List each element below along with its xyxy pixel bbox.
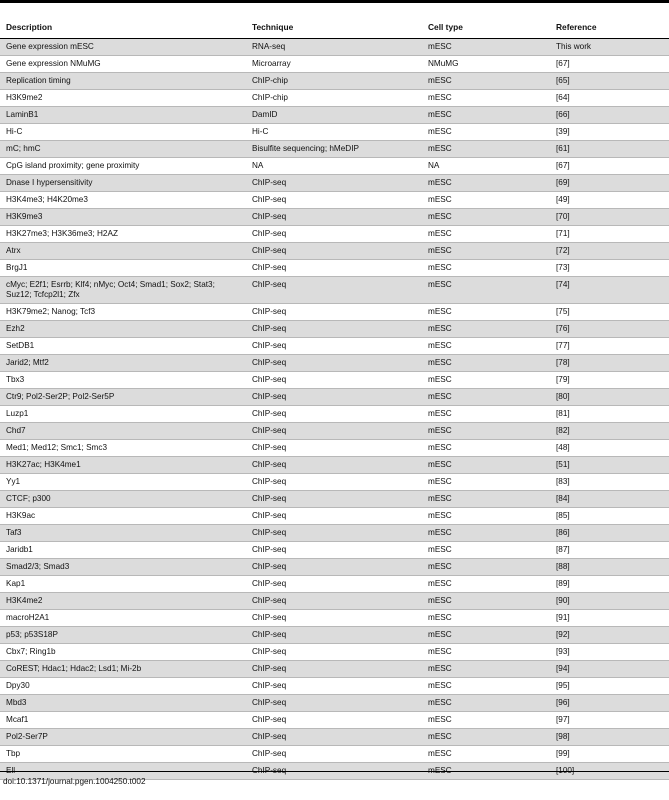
table-row xyxy=(0,508,669,525)
table-row xyxy=(0,525,669,542)
reference-cell: [85] xyxy=(550,508,669,525)
technique-cell: ChIP-seq xyxy=(246,192,422,209)
technique-cell: ChIP-seq xyxy=(246,712,422,729)
description-cell: Mbd3 xyxy=(0,695,246,712)
technique-cell: ChIP-seq xyxy=(246,610,422,627)
cell-type-cell: mESC xyxy=(422,525,550,542)
technique-cell: ChIP-chip xyxy=(246,90,422,107)
table-row xyxy=(0,90,669,107)
reference-cell: [90] xyxy=(550,593,669,610)
reference-cell: [97] xyxy=(550,712,669,729)
table-row xyxy=(0,746,669,763)
technique-cell: ChIP-seq xyxy=(246,508,422,525)
description-cell: Ezh2 xyxy=(0,321,246,338)
cell-type-cell: mESC xyxy=(422,243,550,260)
table-row xyxy=(0,158,669,175)
doi-caption: doi:10.1371/journal.pgen.1004250.t002 xyxy=(3,777,146,786)
technique-cell: ChIP-seq xyxy=(246,423,422,440)
technique-cell: ChIP-seq xyxy=(246,406,422,423)
table-row xyxy=(0,304,669,321)
cell-type-cell: mESC xyxy=(422,695,550,712)
reference-cell: [76] xyxy=(550,321,669,338)
cell-type-cell: mESC xyxy=(422,209,550,226)
table-row xyxy=(0,141,669,158)
cell-type-cell: mESC xyxy=(422,508,550,525)
cell-type-cell: mESC xyxy=(422,90,550,107)
technique-cell: ChIP-seq xyxy=(246,321,422,338)
cell-type-cell: NMuMG xyxy=(422,56,550,73)
cell-type-cell: mESC xyxy=(422,491,550,508)
description-cell: cMyc; E2f1; Esrrb; Klf4; nMyc; Oct4; Smad1; Sox2; Stat3; Suz12; Tcfcp2l1; Zfx xyxy=(0,277,246,304)
reference-cell: [83] xyxy=(550,474,669,491)
reference-cell: [91] xyxy=(550,610,669,627)
cell-type-cell: mESC xyxy=(422,321,550,338)
reference-cell: [64] xyxy=(550,90,669,107)
reference-cell: [95] xyxy=(550,678,669,695)
technique-cell: Hi-C xyxy=(246,124,422,141)
table-row xyxy=(0,627,669,644)
description-cell: H3K4me2 xyxy=(0,593,246,610)
cell-type-cell: mESC xyxy=(422,372,550,389)
header-technique: Technique xyxy=(246,16,422,39)
description-cell: H3K4me3; H4K20me3 xyxy=(0,192,246,209)
table-row xyxy=(0,243,669,260)
reference-cell: [81] xyxy=(550,406,669,423)
reference-cell: [86] xyxy=(550,525,669,542)
cell-type-cell: mESC xyxy=(422,39,550,56)
technique-cell: ChIP-seq xyxy=(246,457,422,474)
table-row xyxy=(0,695,669,712)
table-row xyxy=(0,355,669,372)
reference-cell: [93] xyxy=(550,644,669,661)
bottom-rule xyxy=(0,771,669,772)
header-cell-type: Cell type xyxy=(422,16,550,39)
technique-cell: Bisulfite sequencing; hMeDIP xyxy=(246,141,422,158)
reference-cell: [80] xyxy=(550,389,669,406)
technique-cell: ChIP-seq xyxy=(246,226,422,243)
cell-type-cell: mESC xyxy=(422,661,550,678)
description-cell: Dpy30 xyxy=(0,678,246,695)
technique-cell: NA xyxy=(246,158,422,175)
cell-type-cell: mESC xyxy=(422,746,550,763)
description-cell: CpG island proximity; gene proximity xyxy=(0,158,246,175)
table-row xyxy=(0,559,669,576)
table-row xyxy=(0,576,669,593)
reference-cell: [94] xyxy=(550,661,669,678)
header-reference: Reference xyxy=(550,16,669,39)
description-cell: Kap1 xyxy=(0,576,246,593)
technique-cell: ChIP-seq xyxy=(246,576,422,593)
table-row xyxy=(0,226,669,243)
reference-cell: [49] xyxy=(550,192,669,209)
cell-type-cell: mESC xyxy=(422,175,550,192)
reference-cell: [74] xyxy=(550,277,669,304)
reference-cell: [96] xyxy=(550,695,669,712)
reference-cell: [67] xyxy=(550,158,669,175)
table-row xyxy=(0,406,669,423)
cell-type-cell: mESC xyxy=(422,542,550,559)
cell-type-cell: mESC xyxy=(422,576,550,593)
cell-type-cell: mESC xyxy=(422,593,550,610)
table-row xyxy=(0,491,669,508)
table-row xyxy=(0,209,669,226)
table-row xyxy=(0,124,669,141)
description-cell: Ctr9; Pol2-Ser2P; Pol2-Ser5P xyxy=(0,389,246,406)
description-cell: Replication timing xyxy=(0,73,246,90)
reference-cell: [51] xyxy=(550,457,669,474)
reference-cell: [65] xyxy=(550,73,669,90)
top-rule xyxy=(0,0,669,3)
description-cell: Chd7 xyxy=(0,423,246,440)
table-row xyxy=(0,277,669,304)
reference-cell: [66] xyxy=(550,107,669,124)
cell-type-cell: mESC xyxy=(422,729,550,746)
reference-cell: [75] xyxy=(550,304,669,321)
technique-cell: ChIP-seq xyxy=(246,260,422,277)
reference-cell: [98] xyxy=(550,729,669,746)
cell-type-cell: mESC xyxy=(422,644,550,661)
cell-type-cell: mESC xyxy=(422,107,550,124)
table-row xyxy=(0,389,669,406)
table-row xyxy=(0,260,669,277)
reference-cell: [99] xyxy=(550,746,669,763)
technique-cell: ChIP-seq xyxy=(246,372,422,389)
cell-type-cell: mESC xyxy=(422,406,550,423)
table-row xyxy=(0,73,669,90)
description-cell: Taf3 xyxy=(0,525,246,542)
description-cell: Mcaf1 xyxy=(0,712,246,729)
description-cell: LaminB1 xyxy=(0,107,246,124)
description-cell: Atrx xyxy=(0,243,246,260)
technique-cell: ChIP-seq xyxy=(246,542,422,559)
reference-cell: [82] xyxy=(550,423,669,440)
technique-cell: ChIP-seq xyxy=(246,175,422,192)
reference-cell: [87] xyxy=(550,542,669,559)
cell-type-cell: mESC xyxy=(422,338,550,355)
description-cell: Jaridb1 xyxy=(0,542,246,559)
cell-type-cell: mESC xyxy=(422,226,550,243)
technique-cell: ChIP-seq xyxy=(246,474,422,491)
description-cell: p53; p53S18P xyxy=(0,627,246,644)
table-row xyxy=(0,678,669,695)
cell-type-cell: mESC xyxy=(422,389,550,406)
cell-type-cell: mESC xyxy=(422,474,550,491)
reference-cell: [39] xyxy=(550,124,669,141)
cell-type-cell: mESC xyxy=(422,610,550,627)
table-row xyxy=(0,661,669,678)
header-description: Description xyxy=(0,16,246,39)
description-cell: macroH2A1 xyxy=(0,610,246,627)
table-row xyxy=(0,542,669,559)
technique-cell: ChIP-seq xyxy=(246,593,422,610)
description-cell: Hi-C xyxy=(0,124,246,141)
cell-type-cell: mESC xyxy=(422,678,550,695)
description-cell: SetDB1 xyxy=(0,338,246,355)
reference-cell: [84] xyxy=(550,491,669,508)
description-cell: Gene expression mESC xyxy=(0,39,246,56)
cell-type-cell: mESC xyxy=(422,73,550,90)
technique-cell: ChIP-seq xyxy=(246,209,422,226)
technique-cell: ChIP-seq xyxy=(246,525,422,542)
description-cell: Gene expression NMuMG xyxy=(0,56,246,73)
cell-type-cell: mESC xyxy=(422,355,550,372)
table-row xyxy=(0,712,669,729)
table-row xyxy=(0,372,669,389)
cell-type-cell: mESC xyxy=(422,559,550,576)
description-cell: Tbx3 xyxy=(0,372,246,389)
technique-cell: ChIP-seq xyxy=(246,440,422,457)
table-row xyxy=(0,423,669,440)
technique-cell: ChIP-seq xyxy=(246,661,422,678)
reference-cell: [78] xyxy=(550,355,669,372)
reference-cell: [48] xyxy=(550,440,669,457)
reference-cell: [71] xyxy=(550,226,669,243)
header-row xyxy=(0,16,669,39)
reference-cell: [77] xyxy=(550,338,669,355)
cell-type-cell: mESC xyxy=(422,627,550,644)
technique-cell: ChIP-seq xyxy=(246,559,422,576)
table-row xyxy=(0,457,669,474)
description-cell: H3K27me3; H3K36me3; H2AZ xyxy=(0,226,246,243)
cell-type-cell: mESC xyxy=(422,457,550,474)
technique-cell: DamID xyxy=(246,107,422,124)
description-cell: H3K79me2; Nanog; Tcf3 xyxy=(0,304,246,321)
description-cell: Tbp xyxy=(0,746,246,763)
table-row xyxy=(0,338,669,355)
technique-cell: ChIP-seq xyxy=(246,644,422,661)
technique-cell: ChIP-seq xyxy=(246,277,422,304)
technique-cell: ChIP-seq xyxy=(246,746,422,763)
description-cell: H3K9me2 xyxy=(0,90,246,107)
cell-type-cell: mESC xyxy=(422,304,550,321)
table-row xyxy=(0,107,669,124)
technique-cell: ChIP-seq xyxy=(246,338,422,355)
technique-cell: Microarray xyxy=(246,56,422,73)
cell-type-cell: mESC xyxy=(422,423,550,440)
reference-cell: [67] xyxy=(550,56,669,73)
technique-cell: ChIP-seq xyxy=(246,355,422,372)
reference-cell: [92] xyxy=(550,627,669,644)
technique-cell: ChIP-seq xyxy=(246,243,422,260)
reference-cell: [72] xyxy=(550,243,669,260)
table-row xyxy=(0,56,669,73)
table-row xyxy=(0,610,669,627)
technique-cell: ChIP-chip xyxy=(246,73,422,90)
data-table xyxy=(0,16,669,780)
reference-cell: This work xyxy=(550,39,669,56)
technique-cell: RNA-seq xyxy=(246,39,422,56)
reference-cell: [61] xyxy=(550,141,669,158)
technique-cell: ChIP-seq xyxy=(246,695,422,712)
reference-cell: [88] xyxy=(550,559,669,576)
description-cell: CoREST; Hdac1; Hdac2; Lsd1; Mi-2b xyxy=(0,661,246,678)
description-cell: H3K27ac; H3K4me1 xyxy=(0,457,246,474)
reference-cell: [70] xyxy=(550,209,669,226)
table-row xyxy=(0,474,669,491)
description-cell: Smad2/3; Smad3 xyxy=(0,559,246,576)
table-row xyxy=(0,729,669,746)
cell-type-cell: NA xyxy=(422,158,550,175)
reference-cell: [73] xyxy=(550,260,669,277)
reference-cell: [89] xyxy=(550,576,669,593)
description-cell: mC; hmC xyxy=(0,141,246,158)
table-row xyxy=(0,593,669,610)
table-row xyxy=(0,175,669,192)
cell-type-cell: mESC xyxy=(422,260,550,277)
table-row xyxy=(0,39,669,56)
description-cell: Jarid2; Mtf2 xyxy=(0,355,246,372)
technique-cell: ChIP-seq xyxy=(246,304,422,321)
cell-type-cell: mESC xyxy=(422,141,550,158)
description-cell: Yy1 xyxy=(0,474,246,491)
description-cell: BrgJ1 xyxy=(0,260,246,277)
cell-type-cell: mESC xyxy=(422,712,550,729)
description-cell: Luzp1 xyxy=(0,406,246,423)
reference-cell: [79] xyxy=(550,372,669,389)
technique-cell: ChIP-seq xyxy=(246,627,422,644)
description-cell: Pol2-Ser7P xyxy=(0,729,246,746)
table-row xyxy=(0,440,669,457)
technique-cell: ChIP-seq xyxy=(246,729,422,746)
cell-type-cell: mESC xyxy=(422,440,550,457)
technique-cell: ChIP-seq xyxy=(246,491,422,508)
description-cell: Med1; Med12; Smc1; Smc3 xyxy=(0,440,246,457)
description-cell: H3K9ac xyxy=(0,508,246,525)
table-row xyxy=(0,644,669,661)
technique-cell: ChIP-seq xyxy=(246,678,422,695)
table-row xyxy=(0,192,669,209)
description-cell: H3K9me3 xyxy=(0,209,246,226)
reference-cell: [69] xyxy=(550,175,669,192)
table-row xyxy=(0,321,669,338)
description-cell: Cbx7; Ring1b xyxy=(0,644,246,661)
description-cell: CTCF; p300 xyxy=(0,491,246,508)
description-cell: Dnase I hypersensitivity xyxy=(0,175,246,192)
cell-type-cell: mESC xyxy=(422,192,550,209)
technique-cell: ChIP-seq xyxy=(246,389,422,406)
cell-type-cell: mESC xyxy=(422,124,550,141)
cell-type-cell: mESC xyxy=(422,277,550,304)
